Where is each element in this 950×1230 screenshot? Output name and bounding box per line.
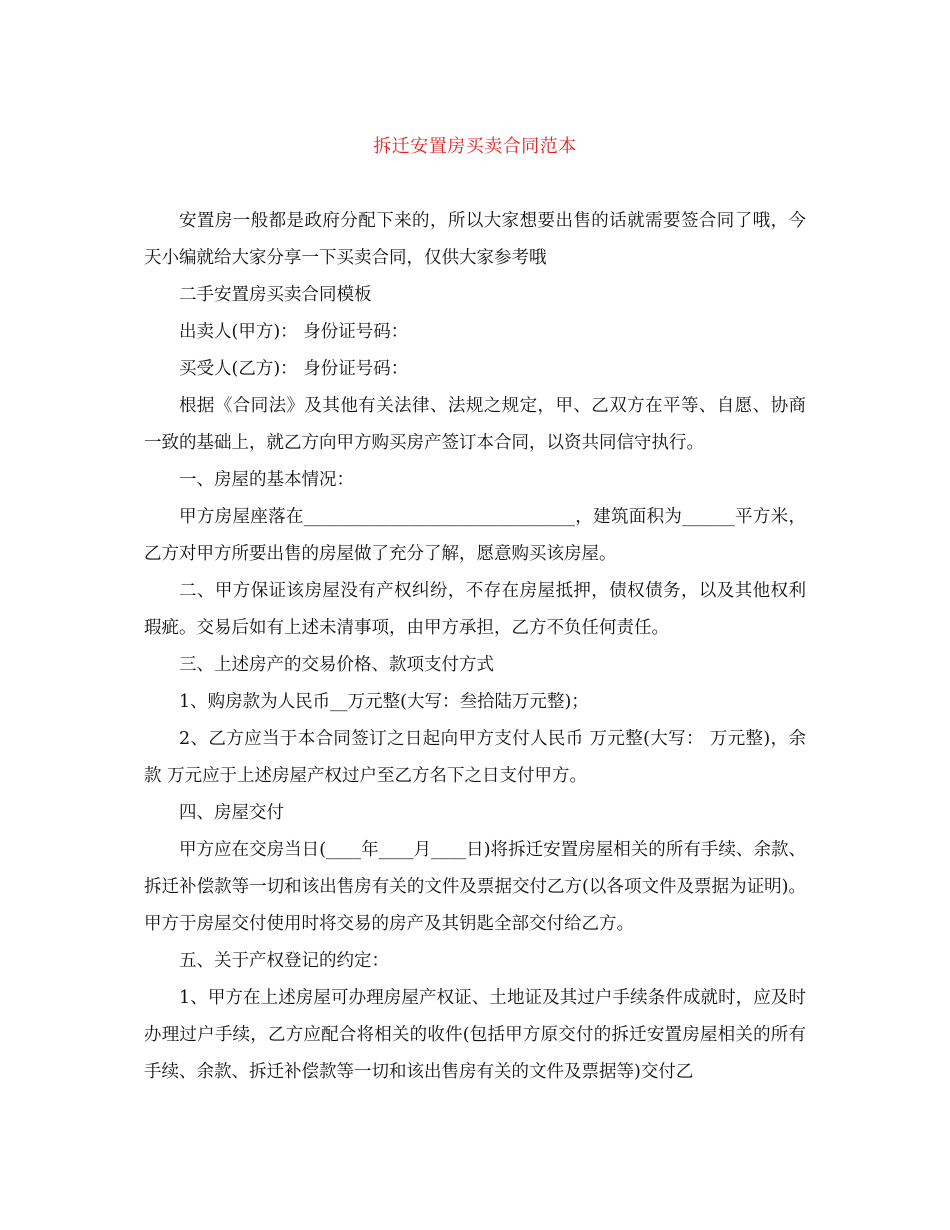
paragraph-delivery: 甲方应在交房当日(____年____月____日)将拆迁安置房屋相关的所有手续、余款、拆迁补偿款等一切和该出售房有关的文件及票据交付乙方(以各项文件及票据为证明)。甲方于房屋交付使用时将交易的房产及其钥匙全部交付给乙方。 — [144, 840, 806, 934]
section-heading-4: 四、房屋交付 — [179, 803, 284, 823]
document-body — [144, 203, 806, 1091]
section-heading-3: 三、上述房产的交易价格、款项支付方式 — [179, 655, 494, 675]
paragraph-seller: 出卖人(甲方)： 身份证号码： — [179, 322, 409, 342]
paragraph-price: 1、购房款为人民币__万元整(大写：叁拾陆万元整)； — [179, 692, 589, 712]
paragraph-preamble: 根据《合同法》及其他有关法律、法规之规定，甲、乙双方在平等、自愿、协商一致的基础上，就乙方向甲方购买房产签订本合同，以资共同信守执行。 — [144, 396, 806, 453]
section-heading-5: 五、关于产权登记的约定： — [179, 951, 389, 971]
paragraph-template-heading: 二手安置房买卖合同模板 — [179, 285, 372, 305]
section-heading-1: 一、房屋的基本情况： — [179, 470, 354, 490]
document-title: 拆迁安置房买卖合同范本 — [373, 136, 577, 157]
paragraph-intro: 安置房一般都是政府分配下来的，所以大家想要出售的话就需要签合同了哦，今天小编就给大家分享一下买卖合同，仅供大家参考哦 — [144, 211, 806, 268]
paragraph-registration: 1、甲方在上述房屋可办理房屋产权证、土地证及其过户手续条件成就时，应及时办理过户手续，乙方应配合将相关的收件(包括甲方原交付的拆迁安置房屋相关的所有手续、余款、拆迁补偿款等一切和该出售房有关的文件及票据等)交付乙 — [144, 988, 806, 1082]
paragraph-location: 甲方房屋座落在_______________________________，建筑面积为______平方米，乙方对甲方所要出售的房屋做了充分了解，愿意购买该房屋。 — [144, 507, 806, 564]
paragraph-payment: 2、乙方应当于本合同签订之日起向甲方支付人民币 万元整(大写： 万元整)，余款 万元应于上述房屋产权过户至乙方名下之日支付甲方。 — [144, 729, 806, 786]
paragraph-buyer: 买受人(乙方)： 身份证号码： — [179, 359, 409, 379]
section-heading-2: 二、甲方保证该房屋没有产权纠纷，不存在房屋抵押，债权债务，以及其他权利瑕疵。交易后如有上述未清事项，由甲方承担，乙方不负任何责任。 — [144, 581, 806, 638]
